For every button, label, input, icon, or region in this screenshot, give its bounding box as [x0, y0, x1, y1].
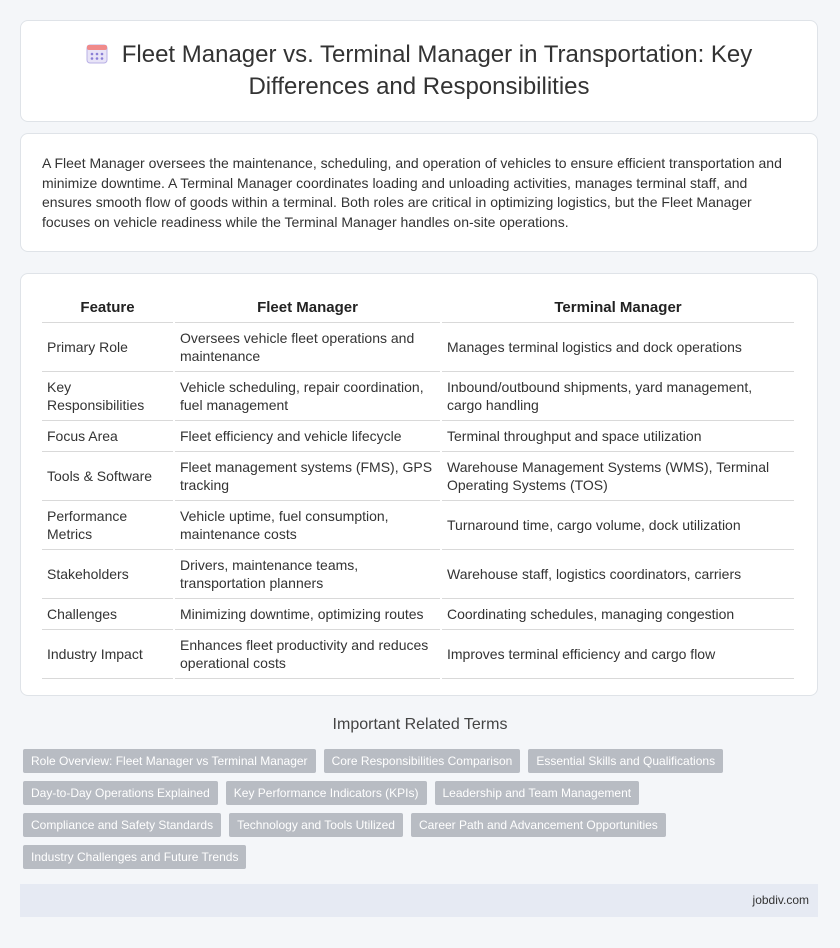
terminal-manager-cell: Turnaround time, cargo volume, dock utilization	[442, 501, 794, 550]
fleet-manager-cell: Minimizing downtime, optimizing routes	[175, 599, 440, 630]
related-term-tag[interactable]: Core Responsibilities Comparison	[324, 749, 521, 773]
table-row	[42, 452, 794, 501]
related-terms-list	[23, 749, 823, 877]
table-row	[42, 501, 794, 550]
terminal-manager-cell: Terminal throughput and space utilization	[442, 421, 794, 452]
table-header-row	[42, 292, 794, 323]
feature-cell: Stakeholders	[42, 550, 173, 599]
calendar-icon	[86, 42, 108, 69]
table-row	[42, 421, 794, 452]
terminal-manager-cell: Improves terminal efficiency and cargo flow	[442, 630, 794, 679]
fleet-manager-cell: Drivers, maintenance teams, transportation planners	[175, 550, 440, 599]
related-terms-title: Important Related Terms	[332, 716, 508, 733]
intro-card	[20, 133, 818, 252]
related-term-tag[interactable]: Compliance and Safety Standards	[23, 813, 221, 837]
feature-cell: Key Responsibilities	[42, 372, 173, 421]
related-term-tag[interactable]: Key Performance Indicators (KPIs)	[226, 781, 427, 805]
footer	[20, 884, 818, 917]
title-card	[20, 20, 818, 122]
feature-cell: Industry Impact	[42, 630, 173, 679]
table-row	[42, 372, 794, 421]
related-term-tag[interactable]: Essential Skills and Qualifications	[528, 749, 723, 773]
fleet-manager-cell: Vehicle uptime, fuel consumption, maintenance costs	[175, 501, 440, 550]
related-term-tag[interactable]: Technology and Tools Utilized	[229, 813, 403, 837]
related-term-tag[interactable]: Role Overview: Fleet Manager vs Terminal Manager	[23, 749, 316, 773]
related-term-tag[interactable]: Leadership and Team Management	[435, 781, 640, 805]
table-row	[42, 599, 794, 630]
fleet-manager-cell: Enhances fleet productivity and reduces operational costs	[175, 630, 440, 679]
feature-cell: Primary Role	[42, 323, 173, 372]
header-fleet-manager: Fleet Manager	[175, 292, 440, 323]
feature-cell: Performance Metrics	[42, 501, 173, 550]
footer-site-link[interactable]: jobdiv.com	[752, 893, 809, 907]
terminal-manager-cell: Coordinating schedules, managing congestion	[442, 599, 794, 630]
comparison-table	[40, 292, 796, 679]
terminal-manager-cell: Warehouse Management Systems (WMS), Terminal Operating Systems (TOS)	[442, 452, 794, 501]
fleet-manager-cell: Vehicle scheduling, repair coordination, fuel management	[175, 372, 440, 421]
header-feature: Feature	[42, 292, 173, 323]
related-term-tag[interactable]: Career Path and Advancement Opportunities	[411, 813, 666, 837]
related-term-tag[interactable]: Industry Challenges and Future Trends	[23, 845, 246, 869]
terminal-manager-cell: Inbound/outbound shipments, yard management, cargo handling	[442, 372, 794, 421]
feature-cell: Tools & Software	[42, 452, 173, 501]
feature-cell: Focus Area	[42, 421, 173, 452]
comparison-card	[20, 273, 818, 696]
terminal-manager-cell: Manages terminal logistics and dock operations	[442, 323, 794, 372]
feature-cell: Challenges	[42, 599, 173, 630]
terminal-manager-cell: Warehouse staff, logistics coordinators, carriers	[442, 550, 794, 599]
fleet-manager-cell: Fleet management systems (FMS), GPS tracking	[175, 452, 440, 501]
fleet-manager-cell: Fleet efficiency and vehicle lifecycle	[175, 421, 440, 452]
table-row	[42, 323, 794, 372]
header-terminal-manager: Terminal Manager	[442, 292, 794, 323]
table-row	[42, 550, 794, 599]
intro-text: A Fleet Manager oversees the maintenance, scheduling, and operation of vehicles to ensure efficient transportation and minimize downtime. A Terminal Manager coordinates loading and unloading activities, manages terminal staff, and ensures smooth flow of goods within a terminal. Both roles are critical in optimizing logistics, but the Fleet Manager focuses on vehicle readiness while the Terminal Manager handles on-site operations.	[42, 155, 782, 230]
fleet-manager-cell: Oversees vehicle fleet operations and maintenance	[175, 323, 440, 372]
related-term-tag[interactable]: Day-to-Day Operations Explained	[23, 781, 218, 805]
page-title: Fleet Manager vs. Terminal Manager in Transportation: Key Differences and Responsibilities	[121, 41, 753, 100]
table-row	[42, 630, 794, 679]
